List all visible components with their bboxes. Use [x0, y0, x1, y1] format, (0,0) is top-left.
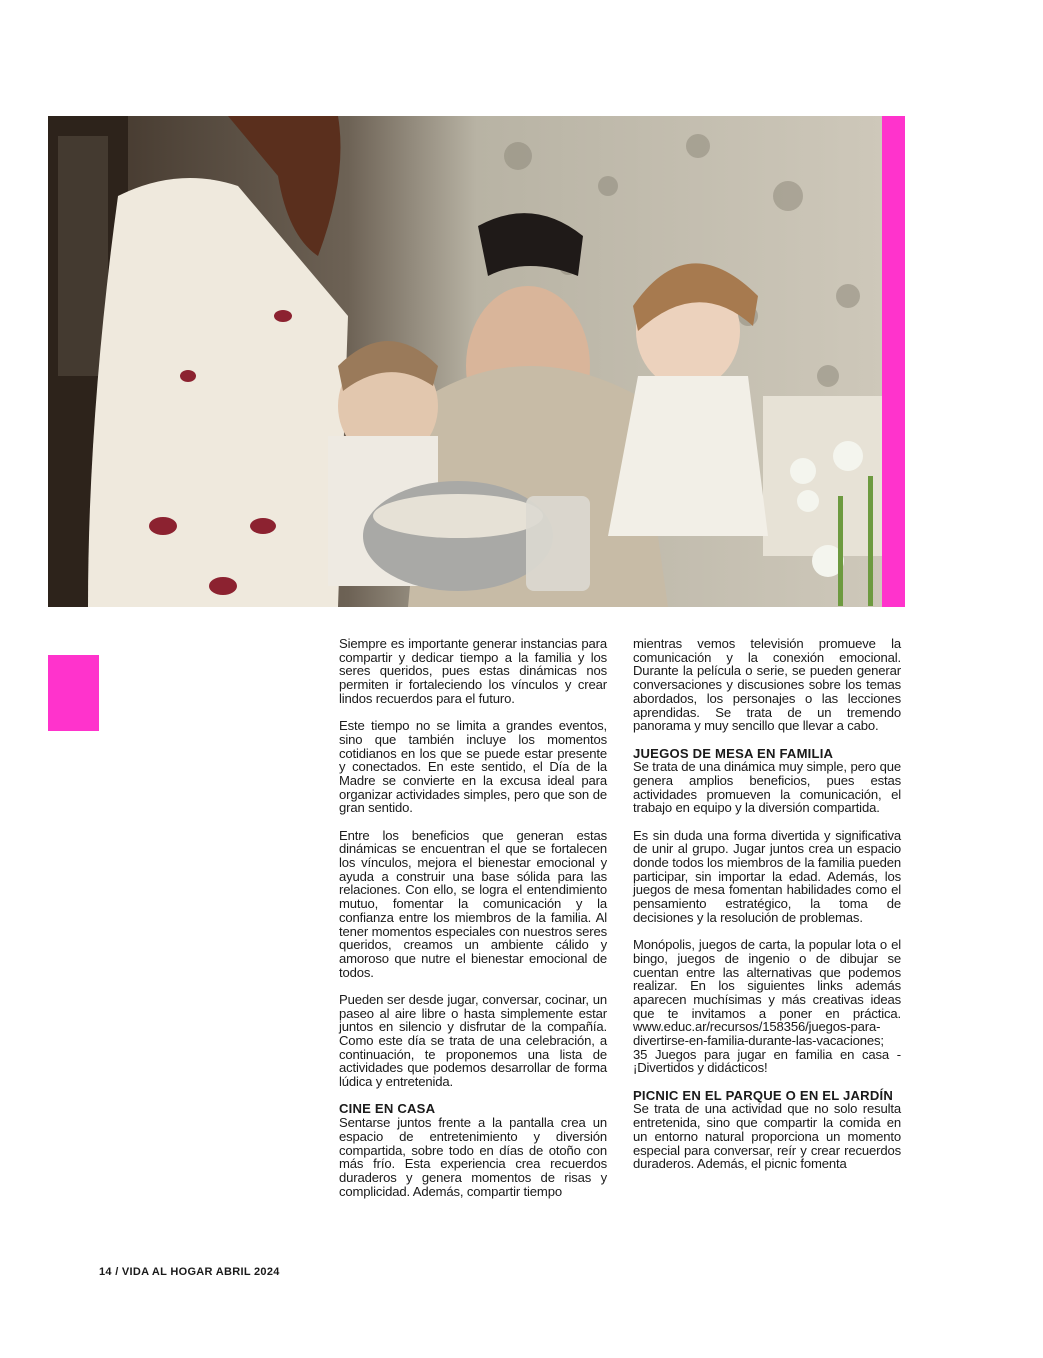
paragraph: Monópolis, juegos de carta, la popular lota o el bingo, juegos de ingenio o de dibujar se cuentan entre las alternativas que podemos realizar. En los siguientes links además aparecen muchísimas y más creativas ideas que te invitamos a poner en práctica. www.educ.ar/recursos/158356/juegos-para-divertirse-en-familia-durante-las-vacaciones; 35 Juegos para jugar en familia en casa - ¡Divertidos y didácticos!	[633, 937, 901, 1076]
page-folio: 14 / VIDA AL HOGAR ABRIL 2024	[99, 1266, 280, 1278]
section-heading-cine: CINE EN CASA	[339, 1101, 436, 1117]
section-heading-juegos: JUEGOS DE MESA EN FAMILIA	[633, 745, 834, 761]
article-column-left	[339, 637, 607, 1212]
accent-bar	[882, 116, 905, 607]
paragraph: Siempre es importante generar instancias para compartir y dedicar tiempo a la familia y los seres queridos, pues estas dinámicas nos permiten ir fortaleciendo los vínculos y crear lindos recuerdos para el futuro.	[339, 636, 607, 706]
paragraph: Entre los beneficios que generan estas dinámicas se encuentran el que se fortalecen los vínculos, mejora el bienestar emocional y ayuda a construir una base sólida para las relaciones. Con ello, se logra el entendimiento mutuo, fomentar la comunicación y la confianza entre los miembros de la familia. Al tener momentos especiales con nuestros seres queridos, creamos un ambiente cálido y amoroso que nutre el bienestar emocional de todos.	[339, 827, 607, 980]
paragraph: Es sin duda una forma divertida y significativa de unir al grupo. Jugar juntos crea un espacio donde todos los miembros de la familia pueden participar, sin importar la edad. Además, los juegos de mesa fomentan habilidades como el pensamiento estratégico, la toma de decisiones y la resolución de problemas.	[633, 827, 901, 925]
paragraph: Se trata de una actividad que no solo resulta entretenida, sino que compartir la comida en un entorno natural proporciona un momento especial para conversar, reír y crear recuerdos duraderos. Además, el picnic fomenta	[633, 1101, 901, 1172]
paragraph: Se trata de una dinámica muy simple, pero que genera amplios beneficios, pues estas actividades promueven la comunicación, el trabajo en equipo y la diversión compartida.	[633, 759, 901, 816]
paragraph: Este tiempo no se limita a grandes eventos, sino que también incluye los momentos cotidianos en los que se puede estar presente y conectados. En este sentido, el Día de la Madre se convierte en la excusa ideal para organizar actividades simples, pero que son de gran sentido.	[339, 718, 607, 816]
paragraph: mientras vemos televisión promueve la comunicación y la conexión emocional. Durante la película o serie, se pueden generar conversaciones y discusiones sobre los temas abordados, los personajes o las lecciones aprendidas. Se trata de un tremendo panorama y muy sencillo que llevar a cabo.	[633, 636, 901, 734]
paragraph: Pueden ser desde jugar, conversar, cocinar, un paseo al aire libre o hasta simplemente estar juntos en silencio y disfrutar de la compañía. Como este día se trata de una celebración, a continuación, te proponemos una lista de actividades que podemos desarrollar de forma lúdica y entretenida.	[339, 991, 607, 1090]
section-heading-picnic: PICNIC EN EL PARQUE O EN EL JARDÍN	[633, 1087, 893, 1103]
family-kitchen-photo	[48, 116, 905, 607]
accent-block	[48, 655, 99, 731]
paragraph: Sentarse juntos frente a la pantalla crea un espacio de entretenimiento y diversión compartida, sobre todo en días de otoño con más frío. Esta experiencia crea recuerdos duraderos y genera momentos de risas y complicidad. Además, compartir tiempo	[339, 1115, 607, 1199]
article-column-right	[633, 637, 901, 1185]
